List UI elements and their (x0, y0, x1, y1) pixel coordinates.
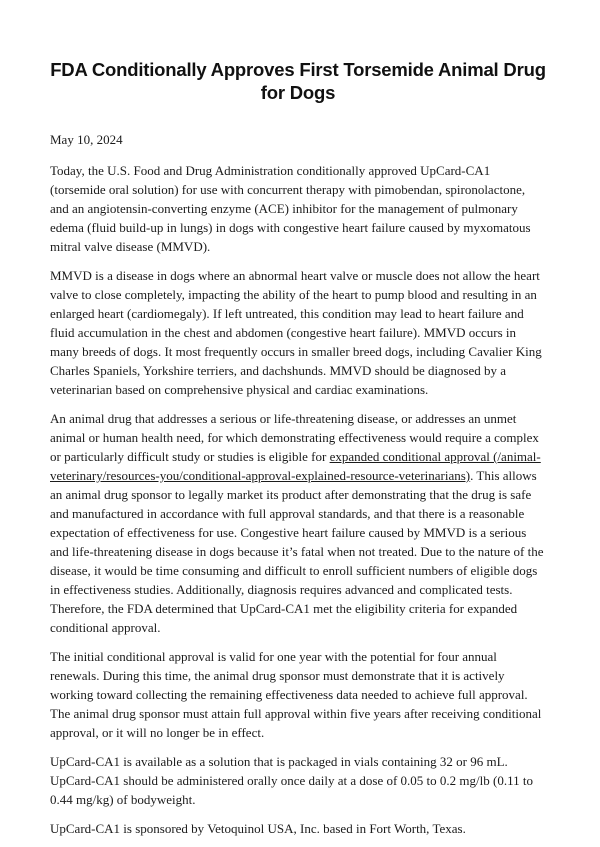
expanded-conditional-approval-link[interactable]: expanded conditional approval (/animal-veterinary/resources-you/conditional-approval-explained-resource-veterinarians) (50, 449, 541, 483)
paragraph-eligibility (50, 409, 546, 637)
paragraph-mmvd: MMVD is a disease in dogs where an abnormal heart valve or muscle does not allow the heart valve to close completely, impacting the ability of the heart to pump blood and resulting in an enlarged heart (cardiomegaly). If left untreated, this condition may lead to heart failure and fluid accumulation in the chest and abdomen (congestive heart failure). MMVD occurs in many breeds of dogs. It most frequently occurs in smaller breed dogs, including Cavalier King Charles Spaniels, Yorkshire terriers, and dachshunds. MMVD should be diagnosed by a veterinarian based on comprehensive physical and cardiac examinations. (50, 268, 542, 397)
paragraph-sponsor: UpCard-CA1 is sponsored by Vetoquinol USA, Inc. based in Fort Worth, Texas. (50, 821, 466, 836)
paragraph-eligibility-text-before: An animal drug that addresses a serious or life-threatening disease, or addresses an unmet animal or human health need, for which demonstrating effectiveness would require a complex or particularly difficult study or studies is eligible for (50, 411, 539, 464)
paragraph-eligibility-text-after: . This allows an animal drug sponsor to legally market its product after demonstrating that the drug is safe and manufactured in accordance with full approval standards, and that there is a reasonable expectation of effectiveness for use. Congestive heart failure caused by MMVD is a serious and life-threatening disease in dogs because it’s fatal when not treated. Due to the nature of the disease, it would be time consuming and difficult to enroll sufficient numbers of eligible dogs in effectiveness studies. Additionally, diagnosis requires advanced and complicated tests. Therefore, the FDA determined that UpCard-CA1 met the eligibility criteria for expanded conditional approval. (50, 468, 544, 635)
paragraph-approval-period: The initial conditional approval is valid for one year with the potential for four annual renewals. During this time, the animal drug sponsor must demonstrate that it is actively working toward collecting the remaining effectiveness data needed to achieve full approval. The animal drug sponsor must attain full approval within five years after receiving conditional approval, or it will no longer be in effect. (50, 649, 542, 740)
paragraph-intro: Today, the U.S. Food and Drug Administration conditionally approved UpCard-CA1 (torsemide oral solution) for use with concurrent therapy with pimobendan, spironolactone, and an angiotensin-converting enzyme (ACE) inhibitor for the management of pulmonary edema (fluid build-up in lungs) in dogs with congestive heart failure caused by myxomatous mitral valve disease (MMVD). (50, 163, 531, 254)
article-date: May 10, 2024 (50, 132, 123, 147)
article-title: FDA Conditionally Approves First Torsemide Animal Drug for Dogs (50, 59, 546, 103)
paragraph-dosage: UpCard-CA1 is available as a solution that is packaged in vials containing 32 or 96 mL. UpCard-CA1 should be administered orally once daily at a dose of 0.05 to 0.2 mg/lb (0.11 to 0.44 mg/kg) of bodyweight. (50, 754, 533, 807)
